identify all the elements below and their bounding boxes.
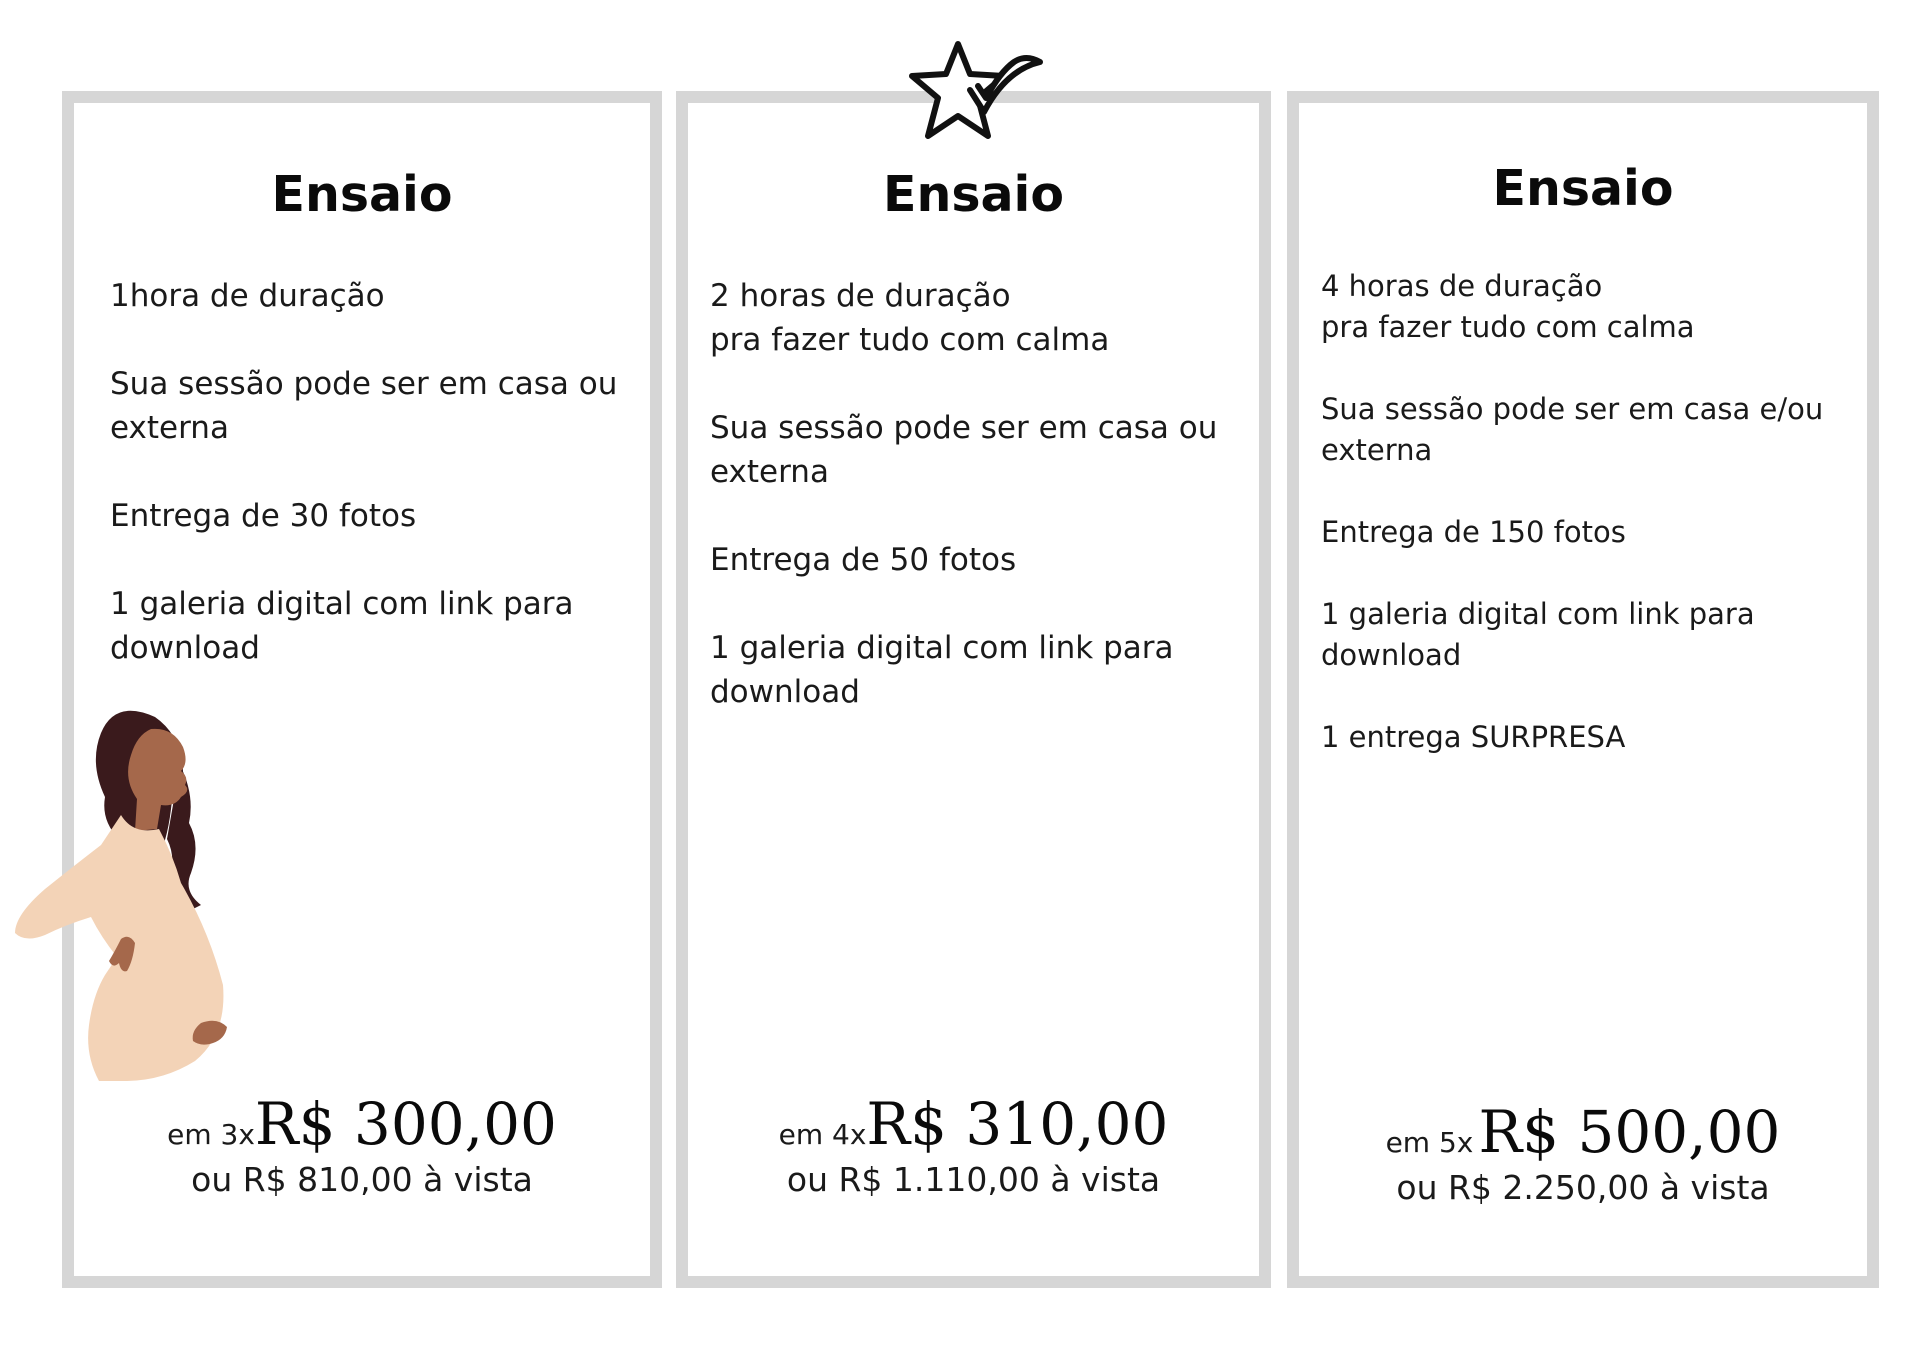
plan-title: Ensaio: [1492, 160, 1674, 217]
price-value: R$ 500,00: [1478, 1098, 1781, 1166]
price-block: [74, 1090, 650, 1199]
plan-card-3: [1287, 91, 1879, 1288]
price-block: [1299, 1098, 1867, 1207]
feature-item: 1 galeria digital com link para download: [710, 630, 1174, 710]
feature-item: Sua sessão pode ser em casa e/ou externa: [1321, 392, 1824, 467]
feature-item: Entrega de 50 fotos: [710, 542, 1017, 578]
plan-card-2: [676, 91, 1271, 1288]
price-value: R$ 310,00: [866, 1090, 1169, 1158]
price-row: [74, 1090, 650, 1158]
cash-price: ou R$ 2.250,00 à vista: [1396, 1168, 1770, 1207]
feature-item: 1 galeria digital com link para download: [1321, 597, 1755, 672]
star-check-icon: [908, 40, 1044, 144]
pregnant-woman-illustration: [5, 705, 245, 1085]
price-row: [1299, 1098, 1867, 1166]
feature-item: Sua sessão pode ser em casa ou externa: [110, 366, 618, 446]
feature-list: [110, 274, 650, 714]
feature-item: 1 galeria digital com link para download: [110, 586, 574, 666]
price-value: R$ 300,00: [254, 1090, 557, 1158]
plan-title: Ensaio: [882, 166, 1065, 223]
feature-item: 1hora de duração: [110, 278, 385, 314]
feature-item: Entrega de 30 fotos: [110, 498, 417, 534]
installments-label: em 3x: [167, 1118, 255, 1151]
feature-list: [1321, 266, 1867, 799]
feature-item: 1 entrega SURPRESA: [1321, 720, 1626, 754]
feature-item: 2 horas de duração pra fazer tudo com calma: [710, 278, 1110, 358]
price-block: [688, 1090, 1259, 1199]
feature-list: [710, 274, 1259, 758]
installments-label: em 5x: [1385, 1126, 1474, 1159]
plan-title: Ensaio: [271, 166, 453, 223]
cash-price: ou R$ 810,00 à vista: [191, 1160, 533, 1199]
feature-item: Entrega de 150 fotos: [1321, 515, 1626, 549]
feature-item: 4 horas de duração pra fazer tudo com calma: [1321, 269, 1695, 344]
cash-price: ou R$ 1.110,00 à vista: [786, 1160, 1161, 1199]
plan-card-1: [62, 91, 662, 1288]
feature-item: Sua sessão pode ser em casa ou externa: [710, 410, 1218, 490]
price-row: [688, 1090, 1259, 1158]
installments-label: em 4x: [778, 1118, 867, 1151]
